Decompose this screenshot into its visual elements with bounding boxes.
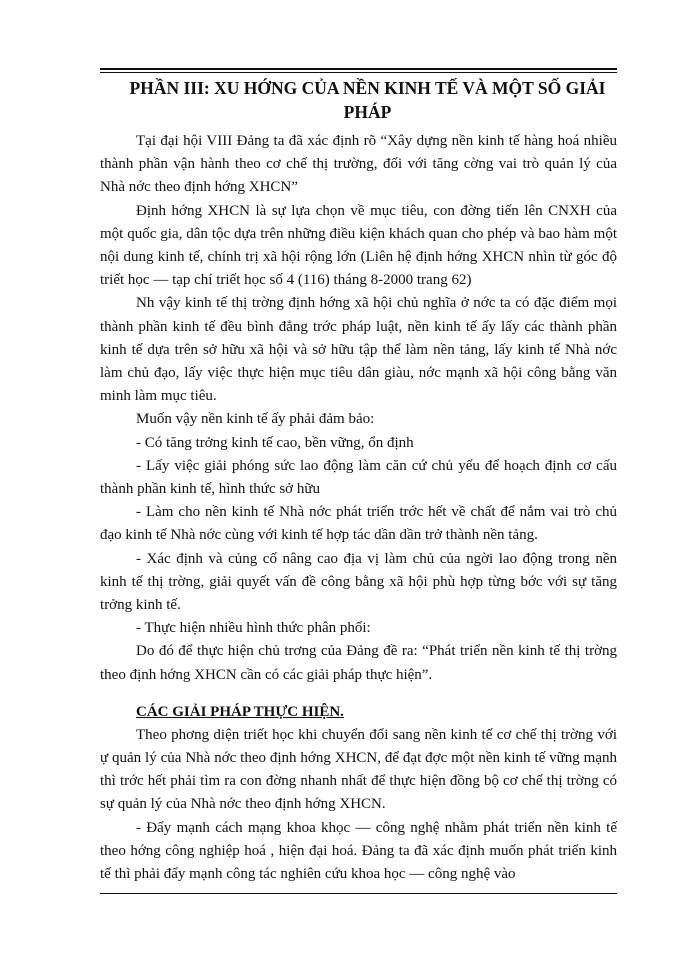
- bottom-rule: [100, 893, 617, 894]
- paragraph: Muốn vậy nền kinh tế ấy phải đảm bảo:: [136, 411, 375, 428]
- paragraph: Nh vậy kinh tế thị trờng định hớng xã hội chủ nghĩa ở nớc ta có đặc điểm mọi thành phần kinh tế đều bình đẳng trớc pháp luật, nền kinh tế ấy lấy các thành phần kinh tế dựa trên sở hữu xã hội và sở hữu tập thể làm nền tảng, lấy kinh tế Nhà nớc làm chủ đạo, lấy việc thực hiện mục tiêu dân giàu, nớc mạnh xã hội công bằng văn minh làm mục tiêu.: [100, 295, 617, 405]
- list-item: - Có tăng trởng kinh tế cao, bền vững, ổn định: [136, 434, 414, 451]
- paragraph: Do đó để thực hiện chủ trơng của Đảng đề ra: “Phát triển nền kinh tế thị trờng theo định hớng XHCN cần có các giải pháp thực hiện”.: [100, 643, 617, 683]
- top-rule: [100, 68, 617, 70]
- section-heading: CÁC GIẢI PHÁP THỰC HIỆN.: [136, 703, 344, 720]
- paragraph: Tại đại hội VIII Đảng ta đã xác định rõ “Xây dựng nền kinh tế hàng hoá nhiều thành phần vận hành theo cơ chế thị trường, đối với tăng cờng vai trò quản lý của Nhà nớc theo định hớng XHCN”: [100, 133, 617, 196]
- paragraph: Định hớng XHCN là sự lựa chọn về mục tiêu, con đờng tiến lên CNXH của một quốc gia, dân tộc dựa trên những điều kiện khách quan cho phép và bao hàm một nội dung kinh tế, chính trị xã hội rộng lớn (Liên hệ định hớng XHCN nhìn từ góc độ triết học — tạp chí triết học số 4 (116) tháng 8-2000 trang 62): [100, 202, 617, 289]
- list-item: - Đẩy mạnh cách mạng khoa khọc — công nghệ nhằm phát triển nền kinh tế theo hớng công nghiệp hoá , hiện đại hoá. Đảng ta đã xác định muốn phát triển kinh tế thì phải đẩy mạnh công tác nghiên cứu khoa học — công nghệ vào: [100, 819, 617, 883]
- paragraph: Theo phơng diện triết học khi chuyển đổi sang nền kinh tế cơ chế thị trờng với ự quản lý của Nhà nớc theo định hớng XHCN, để đạt đợc một nền kinh tế vững mạnh thì trớc hết phải tìm ra con đờng nhanh nhất để thực hiện đồng bộ cơ chế thị trờng có sự quản lý của Nhà nớc theo định hớng XHCN.: [100, 726, 617, 813]
- section-heading-wrap: [100, 701, 617, 724]
- list-item: - Thực hiện nhiều hình thức phân phối:: [136, 620, 371, 637]
- page-title: PHẦN III: XU HỚNG CỦA NỀN KINH TẾ VÀ MỘT SỐ GIẢI PHÁP: [129, 78, 606, 122]
- list-item: - Lấy việc giải phóng sức lao động làm căn cứ chủ yếu để hoạch định cơ cấu thành phần kinh tế, hình thức sở hữu: [100, 457, 617, 498]
- list-item: - Xác định và củng cố nâng cao địa vị làm chủ của ngời lao động trong nền kinh tế thị trờng, giải quyết vấn đề công bằng xã hội phù hợp từng bớc với sự tăng trởng kinh tế.: [100, 550, 617, 614]
- document-body: [100, 76, 617, 886]
- top-rule-thin: [100, 72, 617, 73]
- list-item: - Làm cho nền kinh tế Nhà nớc phát triển trớc hết về chất để nắm vai trò chủ đạo kinh tế Nhà nớc cùng với kinh tế hợp tác dần dần trở thành nền tảng.: [100, 504, 617, 544]
